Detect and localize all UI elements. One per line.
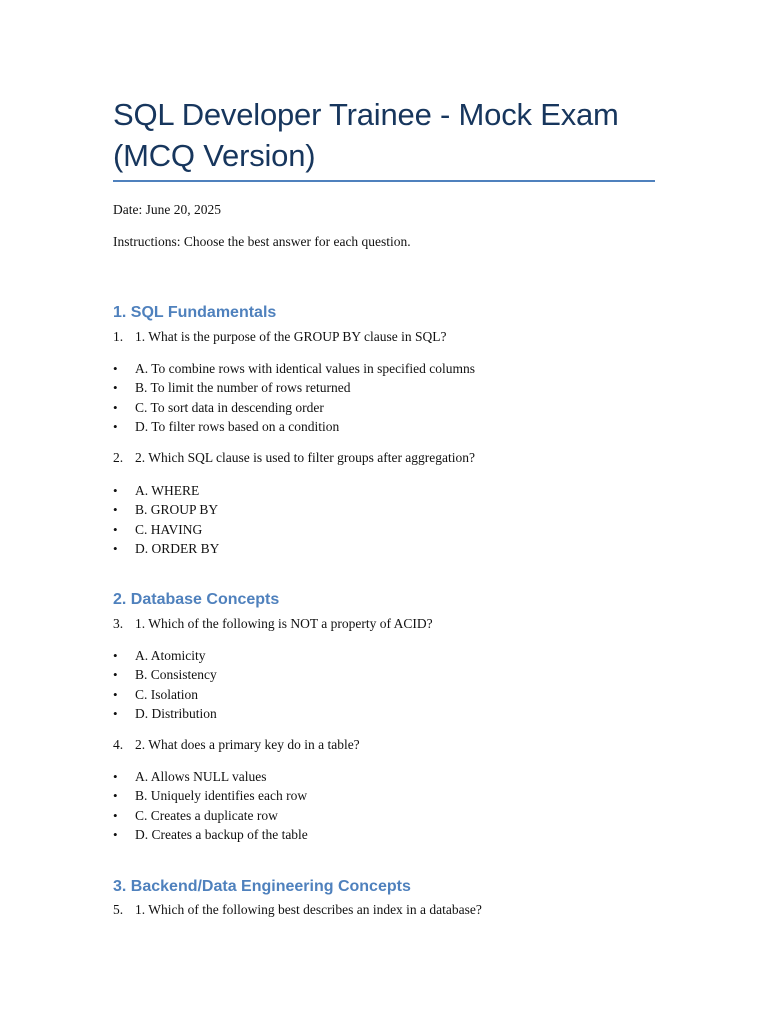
option-item: • A. Atomicity	[113, 648, 206, 663]
option-item: • C. To sort data in descending order	[113, 399, 324, 415]
bullet-icon: •	[113, 648, 118, 663]
section-heading-database-concepts: 2. Database Concepts	[113, 591, 280, 608]
question-2-options	[113, 481, 219, 558]
question-1-options	[113, 359, 475, 436]
question-text: 1. Which of the following best describes an index in a database?	[135, 902, 482, 917]
option-item: • D. Creates a backup of the table	[113, 826, 308, 842]
title-underline	[113, 180, 655, 182]
question-1	[113, 328, 446, 346]
option-item: • B. GROUP BY	[113, 502, 219, 518]
question-number: 2.	[113, 450, 124, 465]
document-instructions: Instructions: Choose the best answer for each question.	[113, 234, 411, 249]
question-4	[113, 736, 360, 754]
bullet-icon: •	[113, 540, 118, 556]
option-item: • A. WHERE	[113, 483, 200, 498]
bullet-icon: •	[113, 361, 118, 376]
bullet-icon: •	[113, 521, 118, 537]
question-text: 1. Which of the following is NOT a property of ACID?	[135, 616, 433, 631]
bullet-icon: •	[113, 769, 118, 784]
question-3-options	[113, 646, 217, 723]
question-text: 2. Which SQL clause is used to filter groups after aggregation?	[135, 450, 476, 465]
question-number: 1.	[113, 329, 124, 344]
bullet-icon: •	[113, 686, 118, 702]
question-3	[113, 615, 433, 633]
bullet-icon: •	[113, 380, 118, 396]
document-date: Date: June 20, 2025	[113, 202, 221, 217]
question-number: 4.	[113, 737, 124, 752]
option-item: • A. Allows NULL values	[113, 769, 267, 784]
section-heading-sql-fundamentals: 1. SQL Fundamentals	[113, 304, 277, 321]
bullet-icon: •	[113, 807, 118, 823]
option-item: • B. Uniquely identifies each row	[113, 788, 308, 804]
option-item: • C. Creates a duplicate row	[113, 807, 278, 823]
option-item: • C. Isolation	[113, 686, 198, 702]
question-5	[113, 901, 482, 919]
document-title: SQL Developer Trainee - Mock Exam (MCQ Version)	[113, 97, 619, 173]
question-text: 1. What is the purpose of the GROUP BY clause in SQL?	[135, 329, 447, 344]
option-item: • A. To combine rows with identical values in specified columns	[113, 361, 475, 376]
bullet-icon: •	[113, 483, 118, 498]
bullet-icon: •	[113, 418, 118, 434]
question-2	[113, 449, 475, 467]
option-item: • B. Consistency	[113, 667, 217, 683]
bullet-icon: •	[113, 667, 118, 683]
option-item: • B. To limit the number of rows returned	[113, 380, 351, 396]
question-text: 2. What does a primary key do in a table?	[135, 737, 360, 752]
option-item: • D. ORDER BY	[113, 540, 220, 556]
bullet-icon: •	[113, 705, 118, 721]
question-number: 3.	[113, 616, 124, 631]
bullet-icon: •	[113, 826, 118, 842]
section-heading-backend-data-engineering: 3. Backend/Data Engineering Concepts	[113, 878, 411, 895]
question-number: 5.	[113, 902, 124, 917]
bullet-icon: •	[113, 399, 118, 415]
option-item: • D. Distribution	[113, 705, 217, 721]
option-item: • D. To filter rows based on a condition	[113, 418, 340, 434]
bullet-icon: •	[113, 502, 118, 518]
question-4-options	[113, 767, 308, 844]
bullet-icon: •	[113, 788, 118, 804]
option-item: • C. HAVING	[113, 521, 203, 537]
